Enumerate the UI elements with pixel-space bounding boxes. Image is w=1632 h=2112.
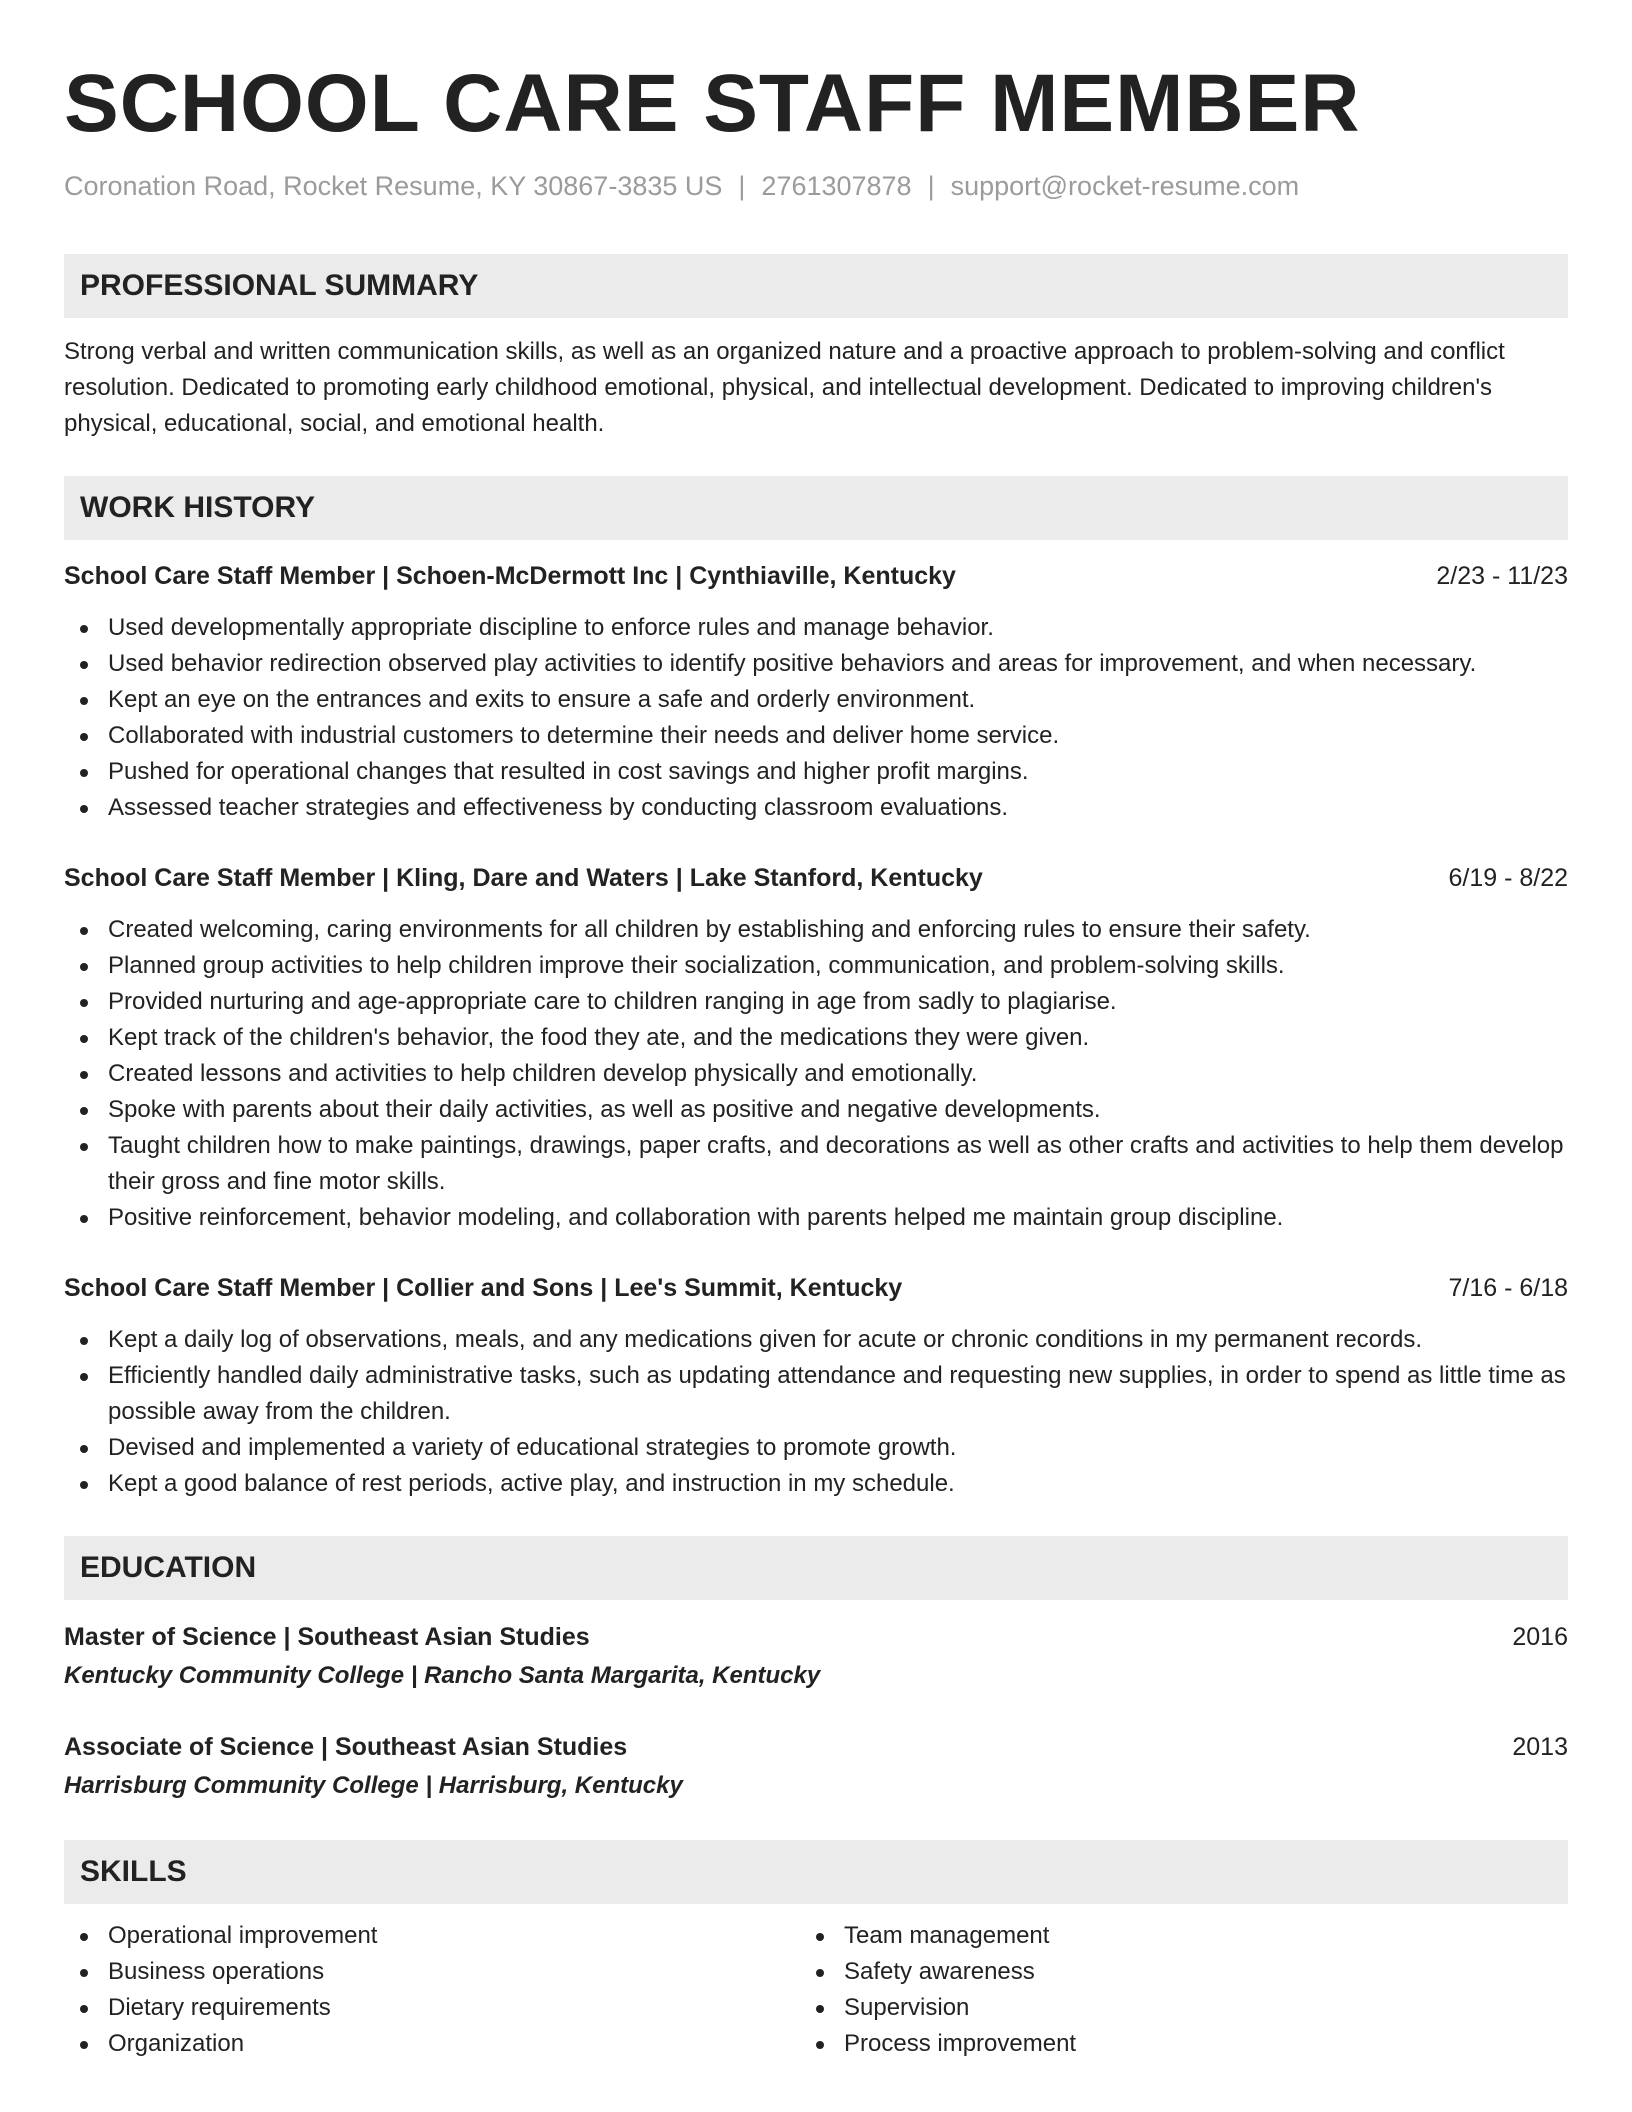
job-entry [64, 558, 1568, 826]
skills-column-right [800, 1918, 1536, 2062]
skill-item: Business operations [64, 1954, 800, 1990]
job-entry [64, 1270, 1568, 1502]
skills-heading: SKILLS [64, 1840, 1568, 1904]
contact-separator: | [927, 171, 935, 201]
summary-heading: PROFESSIONAL SUMMARY [64, 254, 1568, 318]
list-item: Collaborated with industrial customers to determine their needs and deliver home service. [64, 718, 1568, 754]
job-bullets [64, 610, 1568, 826]
contact-address: Coronation Road, Rocket Resume, KY 30867-3835 US [64, 171, 723, 201]
list-item: Used developmentally appropriate discipline to enforce rules and manage behavior. [64, 610, 1568, 646]
job-title: School Care Staff Member | Schoen-McDermott Inc | Cynthiaville, Kentucky [64, 562, 956, 590]
contact-line [64, 168, 1568, 204]
contact-separator: | [738, 171, 746, 201]
list-item: Created lessons and activities to help children develop physically and emotionally. [64, 1056, 1568, 1092]
list-item: Spoke with parents about their daily activities, as well as positive and negative developments. [64, 1092, 1568, 1128]
education-school: Kentucky Community College | Rancho Santa Margarita, Kentucky [64, 1662, 821, 1689]
contact-email: support@rocket-resume.com [950, 171, 1300, 201]
skill-item: Team management [800, 1918, 1536, 1954]
education-entry [64, 1618, 1568, 1696]
list-item: Efficiently handled daily administrative tasks, such as updating attendance and requesting new supplies, in order to spend as little time as possible away from the children. [64, 1358, 1568, 1430]
job-title: School Care Staff Member | Kling, Dare and Waters | Lake Stanford, Kentucky [64, 864, 983, 892]
education-school: Harrisburg Community College | Harrisburg, Kentucky [64, 1772, 683, 1799]
list-item: Kept a good balance of rest periods, active play, and instruction in my schedule. [64, 1466, 1568, 1502]
skills-list [64, 1918, 1568, 2062]
skills-column-left [64, 1918, 800, 2062]
list-item: Pushed for operational changes that resulted in cost savings and higher profit margins. [64, 754, 1568, 790]
list-item: Provided nurturing and age-appropriate care to children ranging in age from sadly to plagiarise. [64, 984, 1568, 1020]
list-item: Created welcoming, caring environments for all children by establishing and enforcing rules to ensure their safety. [64, 912, 1568, 948]
job-bullets [64, 912, 1568, 1236]
list-item: Kept track of the children's behavior, the food they ate, and the medications they were given. [64, 1020, 1568, 1056]
skill-item: Organization [64, 2026, 800, 2062]
list-item: Devised and implemented a variety of educational strategies to promote growth. [64, 1430, 1568, 1466]
job-entry [64, 860, 1568, 1236]
education-degree: Associate of Science | Southeast Asian Studies [64, 1733, 628, 1761]
education-year: 2013 [1512, 1733, 1568, 1761]
education-year: 2016 [1512, 1623, 1568, 1651]
job-dates: 7/16 - 6/18 [1448, 1274, 1568, 1302]
summary-text: Strong verbal and written communication skills, as well as an organized nature and a proactive approach to problem-solving and conflict resolution. Dedicated to promoting early childhood emotional, physical, and intellectual development. Dedicated to improving children's physical, educational, social, and emotional health. [64, 338, 1505, 437]
list-item: Planned group activities to help children improve their socialization, communication, and problem-solving skills. [64, 948, 1568, 984]
job-bullets [64, 1322, 1568, 1502]
list-item: Used behavior redirection observed play activities to identify positive behaviors and areas for improvement, and when necessary. [64, 646, 1568, 682]
job-dates: 2/23 - 11/23 [1436, 562, 1568, 590]
skill-item: Safety awareness [800, 1954, 1536, 1990]
education-degree: Master of Science | Southeast Asian Studies [64, 1623, 590, 1651]
job-title: School Care Staff Member | Collier and Sons | Lee's Summit, Kentucky [64, 1274, 903, 1302]
work-history-heading: WORK HISTORY [64, 476, 1568, 540]
skill-item: Operational improvement [64, 1918, 800, 1954]
list-item: Kept an eye on the entrances and exits to ensure a safe and orderly environment. [64, 682, 1568, 718]
list-item: Taught children how to make paintings, drawings, paper crafts, and decorations as well as other crafts and activities to help them develop their gross and fine motor skills. [64, 1128, 1568, 1200]
candidate-name: SCHOOL CARE STAFF MEMBER [64, 58, 1361, 149]
skill-item: Process improvement [800, 2026, 1536, 2062]
job-dates: 6/19 - 8/22 [1448, 864, 1568, 892]
list-item: Positive reinforcement, behavior modeling, and collaboration with parents helped me maintain group discipline. [64, 1200, 1568, 1236]
list-item: Assessed teacher strategies and effectiveness by conducting classroom evaluations. [64, 790, 1568, 826]
contact-phone: 2761307878 [761, 171, 912, 201]
education-entry [64, 1728, 1568, 1806]
education-heading: EDUCATION [64, 1536, 1568, 1600]
skill-item: Dietary requirements [64, 1990, 800, 2026]
skill-item: Supervision [800, 1990, 1536, 2026]
list-item: Kept a daily log of observations, meals, and any medications given for acute or chronic conditions in my permanent records. [64, 1322, 1568, 1358]
